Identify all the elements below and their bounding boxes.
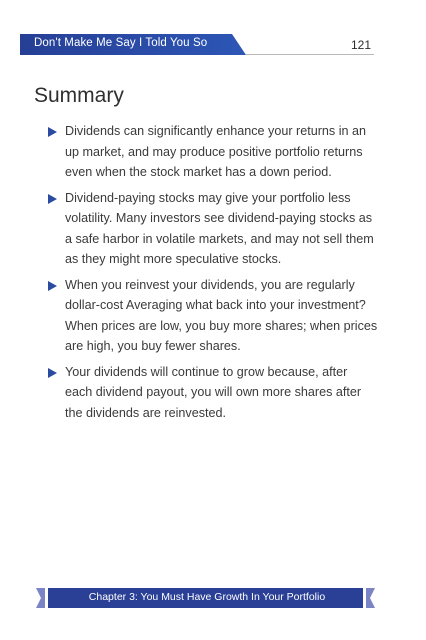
list-item-text: Dividend-paying stocks may give your portfolio less volatility. Many investors see dividend-paying stocks as a safe harbor in volatile markets, and may not sell them as they might more speculative stocks. — [65, 190, 374, 266]
triangle-bullet-icon — [48, 194, 57, 204]
page-number: 121 — [350, 38, 371, 52]
list-item — [48, 188, 378, 270]
triangle-bullet-icon — [48, 368, 57, 378]
book-title: Don't Make Me Say I Told You So — [34, 37, 208, 49]
list-item — [48, 362, 378, 424]
chapter-title: Chapter 3: You Must Have Growth In Your Portfolio — [88, 591, 326, 603]
list-item-text: When you reinvest your dividends, you are regularly dollar-cost Averaging what back into your investment? When prices are low, you buy more shares; when prices are high, you buy fewer shares. — [65, 277, 378, 353]
summary-list — [48, 121, 378, 428]
list-item — [48, 275, 378, 357]
header-divider — [246, 54, 374, 55]
list-item-text: Dividends can significantly enhance your returns in an up market, and may produce positive portfolio returns even when the stock market has a down period. — [65, 124, 367, 179]
section-title: Summary — [34, 84, 124, 107]
list-item-text: Your dividends will continue to grow because, after each dividend payout, you will own more shares after the dividends are reinvested. — [65, 364, 362, 420]
triangle-bullet-icon — [48, 281, 57, 291]
triangle-bullet-icon — [48, 127, 57, 137]
list-item — [48, 121, 378, 183]
